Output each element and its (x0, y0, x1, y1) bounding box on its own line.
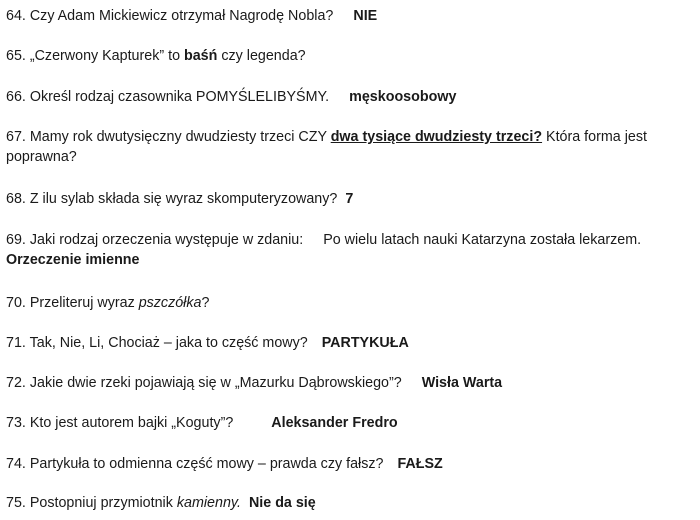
question-72-text: 72. Jakie dwie rzeki pojawiają się w „Mazurku Dąbrowskiego”? (6, 375, 402, 391)
question-73-text: 73. Kto jest autorem bajki „Koguty”? (6, 415, 234, 431)
question-65-text-start: 65. „Czerwony Kapturek” to (6, 48, 184, 64)
question-68-answer: 7 (345, 191, 354, 207)
question-69-sentence: Po wielu latach nauki Katarzyna została lekarzem. (323, 232, 642, 248)
question-67-text-start: 67. Mamy rok dwutysięczny dwudziesty trzeci CZY (6, 129, 331, 145)
question-66 (6, 87, 456, 107)
question-70-italic-word: pszczółka (138, 295, 202, 311)
question-64 (6, 6, 377, 26)
question-67 (6, 127, 696, 167)
question-71-answer: PARTYKUŁA (321, 335, 409, 351)
question-66-text: 66. Określ rodzaj czasownika POMYŚLELIBYŚMY. (6, 89, 330, 105)
question-67-answer: dwa tysiące dwudziesty trzeci? (330, 129, 543, 145)
question-71-text: 71. Tak, Nie, Li, Chociaż – jaka to część mowy? (6, 335, 308, 351)
question-65 (6, 46, 306, 66)
question-69-text: 69. Jaki rodzaj orzeczenia występuje w zdaniu: (6, 232, 304, 248)
question-65-bold-word: baśń (184, 48, 218, 64)
question-65-text-end: czy legenda? (217, 48, 306, 64)
question-74 (6, 454, 443, 474)
question-68-text: 68. Z ilu sylab składa się wyraz skomputeryzowany? (6, 191, 338, 207)
question-74-text: 74. Partykuła to odmienna część mowy – prawda czy fałsz? (6, 456, 384, 472)
question-68 (6, 189, 353, 209)
question-64-answer: NIE (353, 8, 378, 24)
question-70-text-end: ? (201, 295, 210, 311)
question-64-text: 64. Czy Adam Mickiewicz otrzymał Nagrodę Nobla? (6, 8, 334, 24)
question-67-text-end: Która forma jest poprawna? (6, 129, 647, 165)
question-70 (6, 293, 209, 313)
question-74-answer: FAŁSZ (397, 456, 443, 472)
question-73 (6, 413, 398, 433)
question-69-answer: Orzeczenie imienne (6, 252, 140, 268)
question-72 (6, 373, 502, 393)
question-75-italic-word: kamienny. (176, 495, 241, 511)
question-70-text-start: 70. Przeliteruj wyraz (6, 295, 139, 311)
question-72-answer: Wisła Warta (421, 375, 503, 391)
question-75-text-start: 75. Postopniuj przymiotnik (6, 495, 177, 511)
question-69 (6, 230, 696, 270)
question-75-answer: Nie da się (248, 495, 316, 511)
question-71 (6, 333, 409, 353)
question-75 (6, 493, 316, 513)
question-73-answer: Aleksander Fredro (271, 415, 398, 431)
question-66-answer: męskoosobowy (349, 89, 457, 105)
